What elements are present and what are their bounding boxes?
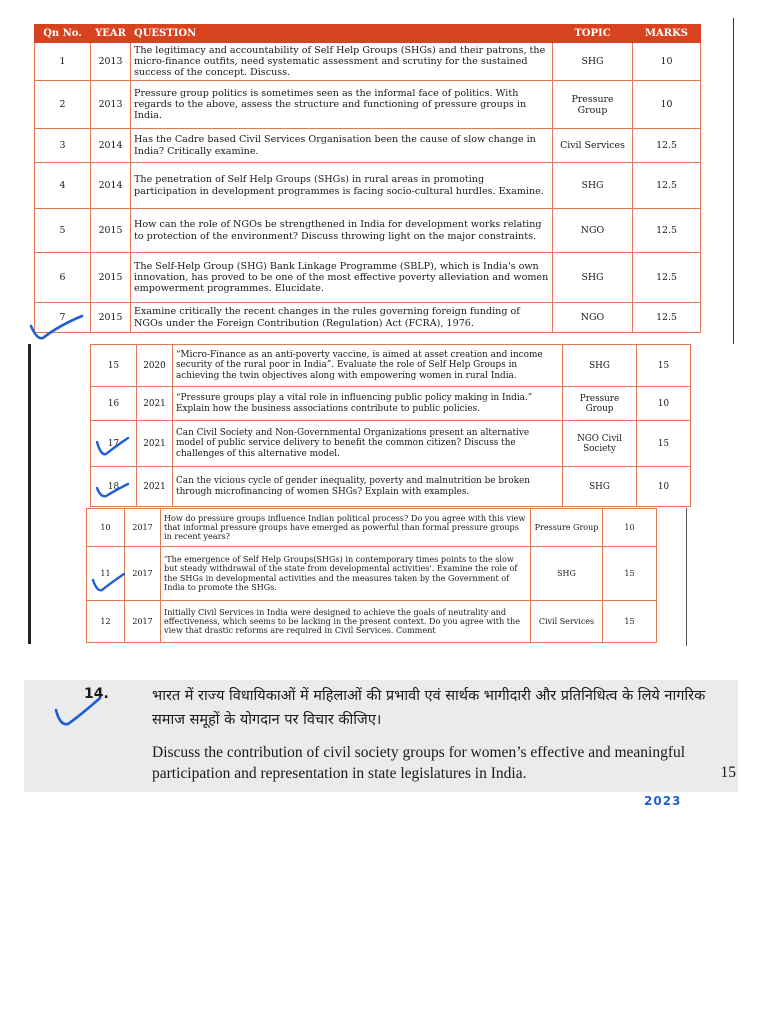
topic-cell: SHG xyxy=(553,43,633,81)
qn-cell: 5 xyxy=(35,209,91,253)
check-mark-icon xyxy=(50,694,102,728)
question-number: 14. xyxy=(84,686,109,702)
table-row xyxy=(35,253,701,303)
year-cell: 2020 xyxy=(137,345,173,387)
question-hindi: भारत में राज्य विधायिकाओं में महिलाओं की प्रभावी एवं सार्थक भागीदारी और प्रतिनिधित्व के लिये नागरिक समाज समूहों के योगदान पर विचार कीजिए। xyxy=(152,688,706,728)
question-english: Discuss the contribution of civil society groups for women’s effective and meaningful participation and representation in state legislatures in India. xyxy=(152,744,686,782)
marks-cell: 10 xyxy=(637,467,691,507)
table-row xyxy=(35,43,701,81)
topic-cell: SHG xyxy=(563,345,637,387)
qn-cell: 1 xyxy=(35,43,91,81)
table-row xyxy=(35,81,701,129)
year-cell: 2021 xyxy=(137,387,173,421)
year-cell: 2017 xyxy=(125,601,161,643)
qn-cell: 3 xyxy=(35,129,91,163)
question-cell: Initially Civil Services in India were designed to achieve the goals of neutrality and effectiveness, which seems to be lacking in the present context. Do you agree with the view that drastic reforms are required in Civil Services. Comment xyxy=(161,601,531,643)
topic-cell: SHG xyxy=(553,253,633,303)
left-edge-bar xyxy=(28,344,31,644)
check-mark-icon xyxy=(94,432,130,458)
qn-cell: 18 xyxy=(91,467,137,507)
marks-cell: 12.5 xyxy=(633,209,701,253)
topic-cell: Pressure Group xyxy=(553,81,633,129)
topic-cell: Pressure Group xyxy=(563,387,637,421)
table-row xyxy=(91,467,691,507)
year-cell: 2017 xyxy=(125,509,161,547)
marks-cell: 10 xyxy=(603,509,657,547)
topic-cell: Pressure Group xyxy=(531,509,603,547)
topic-cell: SHG xyxy=(531,547,603,601)
table-row xyxy=(35,163,701,209)
topic-cell: Civil Services xyxy=(531,601,603,643)
qn-cell: 4 xyxy=(35,163,91,209)
question-cell: Can the vicious cycle of gender inequality, poverty and malnutrition be broken through microfinancing of women SHGs? Explain with examples. xyxy=(173,467,563,507)
marks-cell: 12.5 xyxy=(633,129,701,163)
page-edge-line xyxy=(733,18,734,344)
table-row xyxy=(87,601,657,643)
marks-cell: 12.5 xyxy=(633,163,701,209)
qn-cell: 16 xyxy=(91,387,137,421)
table-row xyxy=(35,303,701,333)
qn-cell: 10 xyxy=(87,509,125,547)
question-cell: Can Civil Society and Non-Governmental Organizations present an alternative model of public service delivery to benefit the common citizen? Discuss the challenges of this alternative model. xyxy=(173,421,563,467)
table-row xyxy=(35,129,701,163)
question-14-card xyxy=(24,680,738,792)
table-row xyxy=(87,547,657,601)
marks-cell: 12.5 xyxy=(633,303,701,333)
topic-cell: SHG xyxy=(563,467,637,507)
questions-table-1 xyxy=(34,24,701,333)
qn-cell: 15 xyxy=(91,345,137,387)
header-topic: TOPIC xyxy=(553,25,633,43)
qn-cell: 11 xyxy=(87,547,125,601)
question-cell: Pressure group politics is sometimes seen as the informal face of politics. With regards to the above, assess the structure and functioning of pressure groups in India. xyxy=(131,81,553,129)
question-cell: Examine critically the recent changes in the rules governing foreign funding of NGOs under the Foreign Contribution (Regulation) Act (FCRA), 1976. xyxy=(131,303,553,333)
handwritten-year-note: 2023 xyxy=(644,794,682,808)
qn-cell: 7 xyxy=(35,303,91,333)
year-cell: 2014 xyxy=(91,163,131,209)
marks-cell: 10 xyxy=(633,43,701,81)
marks-cell: 10 xyxy=(637,387,691,421)
topic-cell: NGO Civil Society xyxy=(563,421,637,467)
table-header-row xyxy=(35,25,701,43)
topic-cell: NGO xyxy=(553,209,633,253)
page-edge-line xyxy=(686,508,687,646)
question-cell: How do pressure groups influence Indian political process? Do you agree with this view that informal pressure groups have emerged as powerful than formal pressure groups in recent years? xyxy=(161,509,531,547)
year-cell: 2015 xyxy=(91,209,131,253)
qn-cell: 12 xyxy=(87,601,125,643)
year-cell: 2015 xyxy=(91,303,131,333)
year-cell: 2021 xyxy=(137,467,173,507)
marks-cell: 15 xyxy=(637,345,691,387)
year-cell: 2017 xyxy=(125,547,161,601)
table-row xyxy=(91,421,691,467)
topic-cell: Civil Services xyxy=(553,129,633,163)
question-cell: “Pressure groups play a vital role in influencing public policy making in India.” Explain how the business associations contribute to public policies. xyxy=(173,387,563,421)
questions-table-2 xyxy=(90,344,691,507)
year-cell: 2013 xyxy=(91,81,131,129)
header-question: QUESTION xyxy=(131,25,553,43)
marks-cell: 15 xyxy=(603,547,657,601)
question-cell: Has the Cadre based Civil Services Organisation been the cause of slow change in India? Critically examine. xyxy=(131,129,553,163)
qn-cell: 17 xyxy=(91,421,137,467)
question-cell: The Self-Help Group (SHG) Bank Linkage Programme (SBLP), which is India's own innovation, has proved to be one of the most effective poverty alleviation and women empowerment programmes. Elucidate. xyxy=(131,253,553,303)
table-row xyxy=(35,209,701,253)
marks-cell: 10 xyxy=(633,81,701,129)
year-cell: 2021 xyxy=(137,421,173,467)
marks-cell: 12.5 xyxy=(633,253,701,303)
qn-cell: 6 xyxy=(35,253,91,303)
check-mark-icon xyxy=(90,570,126,594)
header-marks: MARKS xyxy=(633,25,701,43)
question-cell: How can the role of NGOs be strengthened in India for development works relating to protection of the environment? Discuss throwing light on the major constraints. xyxy=(131,209,553,253)
header-qn: Qn No. xyxy=(35,25,91,43)
qn-cell: 2 xyxy=(35,81,91,129)
check-mark-icon xyxy=(94,480,130,500)
question-marks: 15 xyxy=(720,764,736,781)
year-cell: 2015 xyxy=(91,253,131,303)
year-cell: 2013 xyxy=(91,43,131,81)
marks-cell: 15 xyxy=(637,421,691,467)
marks-cell: 15 xyxy=(603,601,657,643)
table-row xyxy=(91,345,691,387)
question-cell: 'The emergence of Self Help Groups(SHGs) in contemporary times points to the slow but steady withdrawal of the state from developmental activities'. Examine the role of the SHGs in developmental activities and the measures taken by the Government of India to promote the SHGs. xyxy=(161,547,531,601)
table-row xyxy=(91,387,691,421)
question-cell: “Micro-Finance as an anti-poverty vaccine, is aimed at asset creation and income security of the rural poor in India”. Evaluate the role of Self Help Groups in achieving the twin objectives along with empowering women in rural India. xyxy=(173,345,563,387)
question-cell: The legitimacy and accountability of Self Help Groups (SHGs) and their patrons, the micro-finance outfits, need systematic assessment and scrutiny for the sustained success of the concept. Discuss. xyxy=(131,43,553,81)
header-year: YEAR xyxy=(91,25,131,43)
topic-cell: NGO xyxy=(553,303,633,333)
table-row xyxy=(87,509,657,547)
questions-table-3 xyxy=(86,508,657,643)
topic-cell: SHG xyxy=(553,163,633,209)
check-mark-icon xyxy=(28,312,84,342)
year-cell: 2014 xyxy=(91,129,131,163)
question-cell: The penetration of Self Help Groups (SHGs) in rural areas in promoting participation in development programmes is facing socio-cultural hurdles. Examine. xyxy=(131,163,553,209)
